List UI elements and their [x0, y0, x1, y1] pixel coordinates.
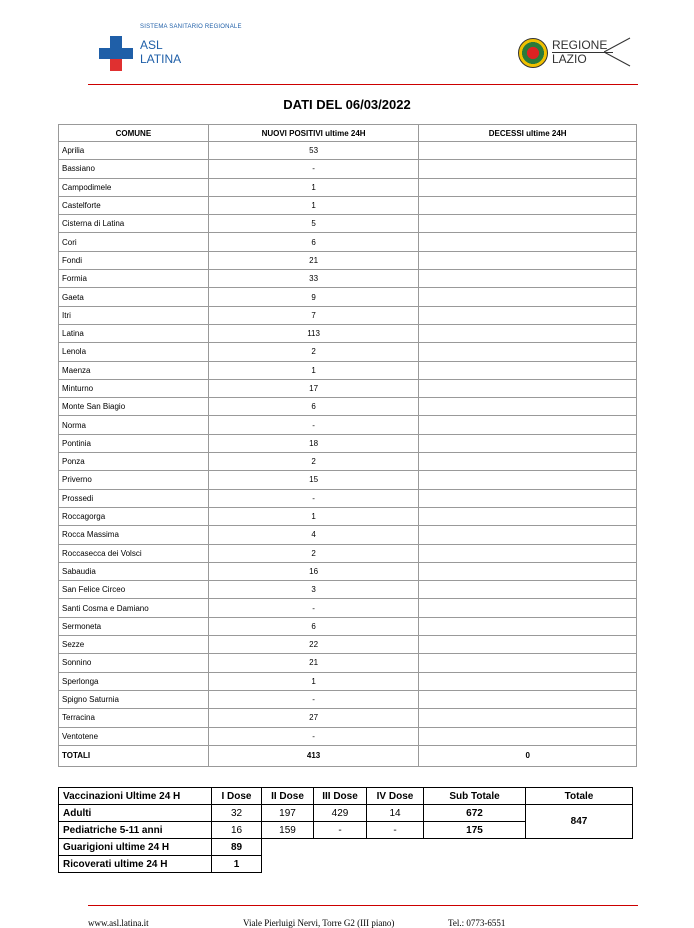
positivi-cell: 5 [208, 215, 419, 233]
table-row [59, 489, 637, 507]
table-row [59, 471, 637, 489]
vac-header-row [59, 788, 633, 805]
comune-cell: Terracina [59, 709, 209, 727]
decessi-cell [419, 562, 637, 580]
decessi-cell [419, 398, 637, 416]
decessi-cell [419, 178, 637, 196]
guarigioni-value: 89 [212, 839, 262, 856]
comune-cell: Roccasecca dei Volsci [59, 544, 209, 562]
vac-pediatriche-subtotal: 175 [424, 822, 526, 839]
table-row [59, 636, 637, 654]
vac-grand-total: 847 [526, 805, 633, 839]
positivi-cell: 1 [208, 361, 419, 379]
vac-header-dose2: II Dose [262, 788, 314, 805]
comune-cell: Rocca Massima [59, 526, 209, 544]
positivi-cell: 2 [208, 343, 419, 361]
table-row [59, 581, 637, 599]
decessi-cell [419, 636, 637, 654]
total-positivi: 413 [208, 745, 419, 766]
ricoverati-value: 1 [212, 856, 262, 873]
positivi-cell: 1 [208, 672, 419, 690]
vaccination-table [58, 787, 633, 873]
table-row [59, 672, 637, 690]
decessi-cell [419, 215, 637, 233]
vac-pediatriche-dose4: - [367, 822, 424, 839]
vac-header-dose4: IV Dose [367, 788, 424, 805]
decessi-cell [419, 343, 637, 361]
comune-cell: Monte San Biagio [59, 398, 209, 416]
table-row [59, 654, 637, 672]
asl-line2: LATINA [140, 52, 182, 66]
vac-header-subtotal: Sub Totale [424, 788, 526, 805]
positivi-cell: 6 [208, 617, 419, 635]
asl-line1: ASL [140, 38, 163, 52]
decessi-cell [419, 617, 637, 635]
vac-header-total: Totale [526, 788, 633, 805]
positivi-cell: 33 [208, 270, 419, 288]
table-row [59, 160, 637, 178]
table-row [59, 251, 637, 269]
decessi-cell [419, 690, 637, 708]
positivi-cell: - [208, 690, 419, 708]
positivi-cell: 1 [208, 178, 419, 196]
comune-cell: Castelforte [59, 196, 209, 214]
positivi-cell: 3 [208, 581, 419, 599]
positivi-cell: 17 [208, 379, 419, 397]
positivi-cell: 16 [208, 562, 419, 580]
table-row [59, 215, 637, 233]
table-row [59, 361, 637, 379]
comune-cell: Minturno [59, 379, 209, 397]
decessi-cell [419, 507, 637, 525]
comune-cell: Roccagorga [59, 507, 209, 525]
guarigioni-label: Guarigioni ultime 24 H [59, 839, 212, 856]
comune-cell: Santi Cosma e Damiano [59, 599, 209, 617]
comune-cell: Lenola [59, 343, 209, 361]
positivi-cell: 2 [208, 453, 419, 471]
comune-cell: Aprilia [59, 142, 209, 160]
positivi-cell: 21 [208, 654, 419, 672]
positivi-cell: 6 [208, 233, 419, 251]
table-row [59, 233, 637, 251]
decessi-cell [419, 453, 637, 471]
decessi-cell [419, 434, 637, 452]
table-row [59, 306, 637, 324]
positivi-cell: 27 [208, 709, 419, 727]
decessi-cell [419, 196, 637, 214]
positivi-cell: 7 [208, 306, 419, 324]
decessi-cell [419, 599, 637, 617]
header-divider [88, 84, 638, 85]
decessi-cell [419, 526, 637, 544]
decessi-cell [419, 727, 637, 745]
positivi-cell: 113 [208, 324, 419, 342]
guarigioni-row [59, 839, 633, 856]
decessi-cell [419, 654, 637, 672]
vac-header-dose1: I Dose [212, 788, 262, 805]
comune-cell: Itri [59, 306, 209, 324]
decessi-cell [419, 379, 637, 397]
comune-cell: Ventotene [59, 727, 209, 745]
vac-adulti-dose2: 197 [262, 805, 314, 822]
col-decessi: DECESSI ultime 24H [419, 125, 637, 142]
table-row [59, 398, 637, 416]
decessi-cell [419, 233, 637, 251]
comune-cell: Fondi [59, 251, 209, 269]
comune-cell: San Felice Circeo [59, 581, 209, 599]
positivi-cell: 15 [208, 471, 419, 489]
footer-divider [88, 905, 638, 906]
table-row [59, 690, 637, 708]
table-row [59, 379, 637, 397]
vac-adulti-dose3: 429 [314, 805, 367, 822]
comune-cell: Cisterna di Latina [59, 215, 209, 233]
decessi-cell [419, 709, 637, 727]
footer-phone: Tel.: 0773-6551 [448, 918, 506, 928]
decessi-cell [419, 416, 637, 434]
comune-cell: Prossedi [59, 489, 209, 507]
table-row [59, 562, 637, 580]
comune-cell: Latina [59, 324, 209, 342]
positivi-cell: 1 [208, 507, 419, 525]
positivi-cell: - [208, 727, 419, 745]
positivi-cell: 4 [208, 526, 419, 544]
comune-cell: Norma [59, 416, 209, 434]
positivi-cell: - [208, 489, 419, 507]
footer-address: Viale Pierluigi Nervi, Torre G2 (III piano) [243, 918, 395, 928]
vac-adulti-dose1: 32 [212, 805, 262, 822]
region-emblem-icon [518, 38, 548, 68]
comune-cell: Gaeta [59, 288, 209, 306]
decessi-cell [419, 160, 637, 178]
decessi-cell [419, 251, 637, 269]
comune-cell: Formia [59, 270, 209, 288]
decessi-cell [419, 672, 637, 690]
table-row [59, 196, 637, 214]
positivi-cell: 9 [208, 288, 419, 306]
region-line1: REGIONE [552, 38, 613, 53]
positivi-cell: - [208, 599, 419, 617]
comune-cell: Sermoneta [59, 617, 209, 635]
table-row [59, 416, 637, 434]
vac-adulti-label: Adulti [59, 805, 212, 822]
asl-super-title: SISTEMA SANITARIO REGIONALE [140, 24, 242, 30]
table-row [59, 727, 637, 745]
total-decessi: 0 [419, 745, 637, 766]
comune-cell: Sperlonga [59, 672, 209, 690]
vac-adulti-dose4: 14 [367, 805, 424, 822]
comune-cell: Spigno Saturnia [59, 690, 209, 708]
positivi-cell: 22 [208, 636, 419, 654]
vac-adulti-subtotal: 672 [424, 805, 526, 822]
table-row [59, 270, 637, 288]
decessi-cell [419, 142, 637, 160]
positivi-cell: 6 [208, 398, 419, 416]
vac-row-adulti [59, 805, 633, 822]
decessi-cell [419, 324, 637, 342]
vac-pediatriche-dose1: 16 [212, 822, 262, 839]
asl-cross-red-square [110, 59, 122, 71]
ricoverati-label: Ricoverati ultime 24 H [59, 856, 212, 873]
comune-cell: Sonnino [59, 654, 209, 672]
comune-cell: Pontinia [59, 434, 209, 452]
vac-header-label: Vaccinazioni Ultime 24 H [59, 788, 212, 805]
decessi-cell [419, 581, 637, 599]
table-row [59, 453, 637, 471]
table-row [59, 526, 637, 544]
ricoverati-row [59, 856, 633, 873]
vac-pediatriche-dose3: - [314, 822, 367, 839]
table-row [59, 178, 637, 196]
table-row [59, 709, 637, 727]
positivi-cell: 53 [208, 142, 419, 160]
positives-table [58, 124, 637, 767]
col-positivi: NUOVI POSITIVI ultime 24H [208, 125, 419, 142]
table-row [59, 544, 637, 562]
total-label: TOTALI [59, 745, 209, 766]
region-logo-lines-icon [604, 36, 632, 68]
decessi-cell [419, 270, 637, 288]
comune-cell: Cori [59, 233, 209, 251]
table-header-row [59, 125, 637, 142]
decessi-cell [419, 361, 637, 379]
positivi-cell: 1 [208, 196, 419, 214]
asl-cross-icon-bar [99, 48, 133, 59]
table-row [59, 434, 637, 452]
comune-cell: Sabaudia [59, 562, 209, 580]
positivi-cell: - [208, 160, 419, 178]
vac-header-dose3: III Dose [314, 788, 367, 805]
decessi-cell [419, 544, 637, 562]
col-comune: COMUNE [59, 125, 209, 142]
region-line2: LAZIO [552, 52, 587, 66]
positivi-cell: 18 [208, 434, 419, 452]
positivi-cell: 2 [208, 544, 419, 562]
comune-cell: Maenza [59, 361, 209, 379]
decessi-cell [419, 471, 637, 489]
vac-pediatriche-label: Pediatriche 5-11 anni [59, 822, 212, 839]
comune-cell: Ponza [59, 453, 209, 471]
page-title: DATI DEL 06/03/2022 [283, 97, 411, 112]
table-row [59, 288, 637, 306]
table-row [59, 324, 637, 342]
table-row [59, 599, 637, 617]
vac-pediatriche-dose2: 159 [262, 822, 314, 839]
comune-cell: Priverno [59, 471, 209, 489]
asl-logo-text [140, 38, 181, 66]
positivi-cell: - [208, 416, 419, 434]
table-row [59, 617, 637, 635]
decessi-cell [419, 489, 637, 507]
comune-cell: Sezze [59, 636, 209, 654]
decessi-cell [419, 306, 637, 324]
decessi-cell [419, 288, 637, 306]
table-row [59, 343, 637, 361]
positivi-cell: 21 [208, 251, 419, 269]
comune-cell: Bassiano [59, 160, 209, 178]
comune-cell: Campodimele [59, 178, 209, 196]
table-row [59, 507, 637, 525]
footer-website[interactable]: www.asl.latina.it [88, 918, 149, 928]
total-row [59, 745, 637, 766]
table-row [59, 142, 637, 160]
